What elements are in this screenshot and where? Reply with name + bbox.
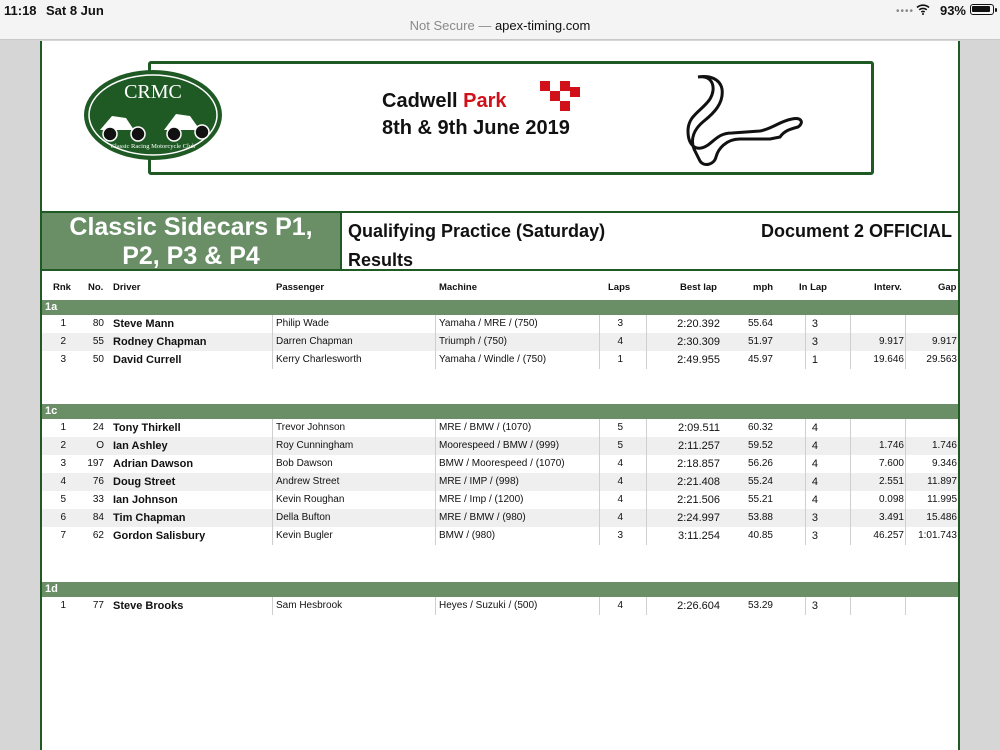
result-row xyxy=(42,437,958,455)
cell-laps: 5 xyxy=(617,440,623,451)
cell-best-lap: 2:21.506 xyxy=(677,494,720,506)
address-domain: apex-timing.com xyxy=(494,18,591,33)
cell-in-lap: 3 xyxy=(811,336,818,348)
cell-machine: Yamaha / MRE / (750) xyxy=(439,318,538,329)
cell-laps: 4 xyxy=(617,512,623,523)
column-divider xyxy=(850,473,851,491)
cell-driver: Gordon Salisbury xyxy=(113,530,206,542)
cell-mph: 59.52 xyxy=(747,440,773,451)
cell-rank: 3 xyxy=(60,458,66,469)
column-divider xyxy=(435,437,436,455)
column-header-gap: Gap xyxy=(938,282,957,293)
cell-in-lap: 4 xyxy=(811,494,818,506)
column-header-passenger: Passenger xyxy=(276,282,325,293)
event-venue xyxy=(382,90,507,113)
column-divider xyxy=(905,455,906,473)
column-divider xyxy=(850,597,851,615)
column-divider xyxy=(435,351,436,369)
cell-passenger: Kevin Roughan xyxy=(276,494,345,505)
cell-laps: 4 xyxy=(617,336,623,347)
cell-driver: Doug Street xyxy=(113,476,176,488)
cell-rank: 5 xyxy=(60,494,66,505)
cell-mph: 55.64 xyxy=(747,318,773,329)
column-divider xyxy=(850,333,851,351)
battery-percentage: 93% xyxy=(939,3,966,18)
column-divider xyxy=(435,597,436,615)
cell-rank: 7 xyxy=(60,530,66,541)
cell-best-lap: 2:20.392 xyxy=(677,318,720,330)
results-document xyxy=(40,41,960,750)
column-divider xyxy=(805,333,806,351)
cell-in-lap: 4 xyxy=(811,422,818,434)
column-divider xyxy=(905,333,906,351)
column-divider xyxy=(850,455,851,473)
cell-gap: 29.563 xyxy=(926,354,957,365)
column-divider xyxy=(805,509,806,527)
column-divider xyxy=(646,509,647,527)
column-divider xyxy=(905,315,906,333)
cell-passenger: Philip Wade xyxy=(276,318,329,329)
column-divider xyxy=(850,491,851,509)
column-divider xyxy=(850,527,851,545)
battery-icon xyxy=(970,4,994,15)
column-divider xyxy=(646,455,647,473)
cell-number: 50 xyxy=(92,354,104,365)
cell-driver: Steve Brooks xyxy=(113,600,184,612)
column-divider xyxy=(599,455,600,473)
column-divider xyxy=(435,455,436,473)
column-divider xyxy=(435,315,436,333)
session-title-line1: Qualifying Practice (Saturday) xyxy=(348,221,606,241)
result-row xyxy=(42,419,958,437)
cell-passenger: Della Bufton xyxy=(276,512,331,523)
title-band xyxy=(42,211,958,271)
column-divider xyxy=(850,437,851,455)
group-header-1d: 1d xyxy=(42,582,958,597)
cell-laps: 1 xyxy=(617,354,623,365)
cell-number: 77 xyxy=(92,600,104,611)
cell-in-lap: 4 xyxy=(811,458,818,470)
column-divider xyxy=(599,527,600,545)
status-date: Sat 8 Jun xyxy=(46,3,104,18)
column-divider xyxy=(850,419,851,437)
column-divider xyxy=(905,473,906,491)
cell-laps: 3 xyxy=(617,318,623,329)
result-row xyxy=(42,597,958,615)
cell-machine: BMW / Moorespeed / (1070) xyxy=(439,458,565,469)
cell-mph: 55.24 xyxy=(747,476,773,487)
group-header-1a: 1a xyxy=(42,300,958,315)
status-time: 11:18 xyxy=(4,3,37,18)
cell-machine: BMW / (980) xyxy=(439,530,496,541)
multitasking-dots-icon[interactable]: •••• xyxy=(895,6,914,17)
column-header-mph: mph xyxy=(753,282,774,293)
column-divider xyxy=(272,473,273,491)
cell-passenger: Roy Cunningham xyxy=(276,440,354,451)
cell-passenger: Trevor Johnson xyxy=(276,422,346,433)
cell-driver: Ian Johnson xyxy=(113,494,178,506)
logo-subtext: Classic Racing Motorcycle Club xyxy=(110,143,196,150)
group-header-1c: 1c xyxy=(42,404,958,419)
cell-in-lap: 4 xyxy=(811,440,818,452)
browser-top-bar xyxy=(0,0,1000,40)
column-divider xyxy=(905,351,906,369)
cell-laps: 5 xyxy=(617,422,623,433)
cell-laps: 4 xyxy=(617,600,623,611)
cell-laps: 4 xyxy=(617,458,623,469)
class-title-line2: P2, P3 & P4 xyxy=(122,242,260,270)
cell-interval: 3.491 xyxy=(878,512,904,523)
cell-driver: Ian Ashley xyxy=(113,440,168,452)
cell-gap: 11.897 xyxy=(927,476,957,487)
cell-in-lap: 3 xyxy=(811,530,818,542)
cell-best-lap: 2:30.309 xyxy=(677,336,720,348)
column-divider xyxy=(805,437,806,455)
cell-mph: 56.26 xyxy=(747,458,773,469)
cell-in-lap: 3 xyxy=(811,512,818,524)
cell-number: 55 xyxy=(92,336,104,347)
cell-interval: 2.551 xyxy=(878,476,904,487)
column-divider xyxy=(646,315,647,333)
crmc-logo xyxy=(82,68,224,162)
cell-machine: Triumph / (750) xyxy=(439,336,507,347)
cell-machine: MRE / BMW / (1070) xyxy=(439,422,532,433)
battery-level-fill xyxy=(972,6,990,12)
result-row xyxy=(42,351,958,369)
cell-number: O xyxy=(96,440,104,451)
cell-best-lap: 2:26.604 xyxy=(677,600,720,612)
cell-laps: 4 xyxy=(617,494,623,505)
cell-machine: Moorespeed / BMW / (999) xyxy=(439,440,560,451)
cell-number: 33 xyxy=(92,494,104,505)
cell-number: 62 xyxy=(92,530,104,541)
column-divider xyxy=(272,315,273,333)
session-title xyxy=(348,217,638,275)
column-divider xyxy=(272,333,273,351)
security-label: Not Secure xyxy=(409,18,475,33)
column-header-in-lap: In Lap xyxy=(799,282,827,293)
column-divider xyxy=(435,419,436,437)
column-divider xyxy=(272,597,273,615)
document-status: Document 2 OFFICIAL xyxy=(760,221,952,241)
column-divider xyxy=(646,437,647,455)
result-row xyxy=(42,333,958,351)
column-divider xyxy=(599,491,600,509)
column-divider xyxy=(435,473,436,491)
column-header-machine: Machine xyxy=(439,282,478,293)
cell-mph: 51.97 xyxy=(747,336,773,347)
address-separator: — xyxy=(474,18,495,33)
column-divider xyxy=(272,527,273,545)
cell-gap: 9.346 xyxy=(931,458,957,469)
column-divider xyxy=(805,597,806,615)
cell-best-lap: 2:09.511 xyxy=(677,422,720,434)
column-divider xyxy=(850,351,851,369)
cell-best-lap: 2:21.408 xyxy=(677,476,720,488)
result-row xyxy=(42,455,958,473)
column-divider xyxy=(805,351,806,369)
cell-number: 84 xyxy=(92,512,104,523)
cell-mph: 53.29 xyxy=(747,600,773,611)
cell-best-lap: 2:11.257 xyxy=(677,440,720,452)
cell-gap: 11.995 xyxy=(927,494,957,505)
column-divider xyxy=(435,509,436,527)
column-divider xyxy=(905,419,906,437)
cell-mph: 60.32 xyxy=(747,422,773,433)
column-divider xyxy=(435,491,436,509)
column-divider xyxy=(599,351,600,369)
cell-interval: 0.098 xyxy=(878,494,904,505)
column-divider xyxy=(850,509,851,527)
column-header-driver: Driver xyxy=(113,282,141,293)
track-map-icon xyxy=(680,69,810,173)
cell-gap: 15.486 xyxy=(926,512,957,523)
column-divider xyxy=(435,527,436,545)
cell-passenger: Bob Dawson xyxy=(276,458,333,469)
column-divider xyxy=(646,473,647,491)
result-row xyxy=(42,509,958,527)
cell-number: 197 xyxy=(87,458,104,469)
event-dates: 8th & 9th June 2019 xyxy=(382,117,570,139)
cell-driver: David Currell xyxy=(113,354,182,366)
column-divider xyxy=(905,527,906,545)
cell-driver: Tony Thirkell xyxy=(113,422,181,434)
cell-best-lap: 2:18.857 xyxy=(677,458,720,470)
cell-machine: MRE / IMP / (998) xyxy=(439,476,519,487)
column-divider xyxy=(805,473,806,491)
cadwell-park-flag-icon xyxy=(536,77,588,113)
cell-in-lap: 1 xyxy=(811,354,818,366)
cell-number: 80 xyxy=(92,318,104,329)
cell-machine: MRE / Imp / (1200) xyxy=(439,494,524,505)
cell-laps: 4 xyxy=(617,476,623,487)
cell-in-lap: 4 xyxy=(811,476,818,488)
column-divider xyxy=(805,455,806,473)
result-row xyxy=(42,491,958,509)
column-divider xyxy=(599,333,600,351)
column-divider xyxy=(646,333,647,351)
column-divider xyxy=(599,597,600,615)
address-bar[interactable] xyxy=(0,18,1000,33)
cell-machine: Yamaha / Windle / (750) xyxy=(439,354,547,365)
cell-driver: Adrian Dawson xyxy=(113,458,194,470)
column-header-laps: Laps xyxy=(608,282,631,293)
cell-interval: 9.917 xyxy=(878,336,904,347)
cell-gap: 1.746 xyxy=(931,440,957,451)
column-divider xyxy=(599,315,600,333)
wifi-icon xyxy=(916,3,930,15)
column-divider xyxy=(272,509,273,527)
cell-driver: Rodney Chapman xyxy=(113,336,207,348)
column-divider xyxy=(272,491,273,509)
column-header-interval: Interv. xyxy=(874,282,902,293)
column-divider xyxy=(599,437,600,455)
cell-mph: 55.21 xyxy=(747,494,773,505)
column-divider xyxy=(599,509,600,527)
venue-prefix: Cadwell xyxy=(382,90,464,112)
cell-best-lap: 2:49.955 xyxy=(677,354,720,366)
column-divider xyxy=(272,455,273,473)
column-divider xyxy=(646,491,647,509)
column-header-rank: Rnk xyxy=(53,282,71,293)
cell-best-lap: 3:11.254 xyxy=(677,530,720,542)
column-divider xyxy=(646,527,647,545)
cell-machine: Heyes / Suzuki / (500) xyxy=(439,600,538,611)
cell-gap: 1:01.743 xyxy=(918,530,957,541)
column-divider xyxy=(905,491,906,509)
cell-passenger: Andrew Street xyxy=(276,476,340,487)
cell-interval: 46.257 xyxy=(873,530,904,541)
cell-mph: 53.88 xyxy=(747,512,773,523)
cell-rank: 6 xyxy=(60,512,66,523)
column-divider xyxy=(599,419,600,437)
cell-rank: 1 xyxy=(60,422,66,433)
column-header-number: No. xyxy=(88,282,104,293)
cell-rank: 4 xyxy=(60,476,66,487)
cell-in-lap: 3 xyxy=(811,600,818,612)
column-divider xyxy=(850,315,851,333)
column-divider xyxy=(905,437,906,455)
column-divider xyxy=(905,509,906,527)
cell-interval: 1.746 xyxy=(878,440,904,451)
column-divider xyxy=(646,597,647,615)
cell-interval: 19.646 xyxy=(873,354,904,365)
cell-best-lap: 2:24.997 xyxy=(677,512,720,524)
cell-number: 24 xyxy=(92,422,104,433)
column-divider xyxy=(272,419,273,437)
cell-rank: 3 xyxy=(60,354,66,365)
cell-machine: MRE / BMW / (980) xyxy=(439,512,526,523)
column-header-best-lap: Best lap xyxy=(680,282,717,293)
column-divider xyxy=(272,437,273,455)
column-divider xyxy=(646,419,647,437)
venue-accent: Park xyxy=(463,90,507,112)
column-divider xyxy=(805,315,806,333)
cell-in-lap: 3 xyxy=(811,318,818,330)
cell-number: 76 xyxy=(92,476,104,487)
result-row xyxy=(42,473,958,491)
cell-passenger: Kerry Charlesworth xyxy=(276,354,362,365)
cell-driver: Tim Chapman xyxy=(113,512,186,524)
column-divider xyxy=(805,419,806,437)
cell-mph: 40.85 xyxy=(747,530,773,541)
logo-text: CRMC xyxy=(124,81,182,103)
result-row xyxy=(42,315,958,333)
class-title-line1: Classic Sidecars P1, xyxy=(69,213,313,241)
cell-gap: 9.917 xyxy=(931,336,957,347)
column-divider xyxy=(905,597,906,615)
cell-rank: 1 xyxy=(60,600,66,611)
cell-driver: Steve Mann xyxy=(113,318,175,330)
column-divider xyxy=(646,351,647,369)
cell-rank: 2 xyxy=(60,336,66,347)
cell-mph: 45.97 xyxy=(747,354,773,365)
result-row xyxy=(42,527,958,545)
column-divider xyxy=(435,333,436,351)
column-divider xyxy=(805,491,806,509)
session-title-line2: Results xyxy=(348,250,414,270)
cell-laps: 3 xyxy=(617,530,623,541)
cell-rank: 1 xyxy=(60,318,66,329)
column-divider xyxy=(599,473,600,491)
class-title xyxy=(42,213,342,269)
cell-passenger: Kevin Bugler xyxy=(276,530,333,541)
cell-passenger: Darren Chapman xyxy=(276,336,353,347)
column-divider xyxy=(272,351,273,369)
cell-interval: 7.600 xyxy=(878,458,904,469)
cell-rank: 2 xyxy=(60,440,66,451)
cell-passenger: Sam Hesbrook xyxy=(276,600,343,611)
column-divider xyxy=(805,527,806,545)
